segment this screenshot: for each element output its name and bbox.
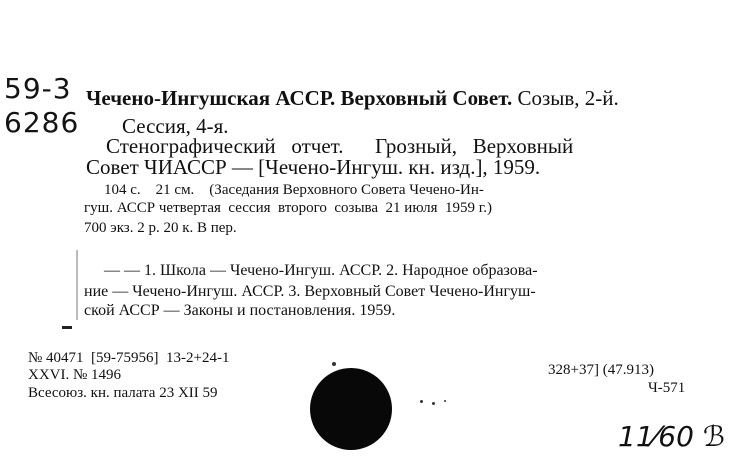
- subjects-line-1: — — 1. Школа — Чечено-Ингуш. АССР. 2. Народное образова-: [104, 262, 538, 279]
- title-heading-rest: Созыв, 2-й.: [517, 86, 619, 110]
- speck: [432, 402, 435, 405]
- footer-registration: № 40471 [59-75956] 13-2+24-1: [28, 350, 230, 366]
- margin-mark: [76, 250, 78, 320]
- handwritten-call-number-top: 59-3: [4, 72, 72, 105]
- subjects-line-2: ние — Чечено-Ингуш. АССР. 3. Верховный Совет Чечено-Ингуш-: [84, 283, 536, 300]
- subjects-line-3: ской АССР — Законы и постановления. 1959.: [84, 302, 396, 319]
- footer-chamber: Всесоюз. кн. палата 23 XII 59: [28, 385, 218, 401]
- title-line-4: Совет ЧИАССР — [Чечено-Ингуш. кн. изд.], 1959.: [86, 155, 541, 179]
- physical-line-2: гуш. АССР четвертая сессия второго созыва 21 июля 1959 г.): [84, 200, 493, 216]
- speck: [444, 400, 446, 402]
- title-heading: Чечено-Ингушская АССР. Верховный Совет.: [86, 86, 513, 110]
- physical-line-3: 700 экз. 2 р. 20 к. В пер.: [84, 220, 237, 236]
- title-line-3: Стенографический отчет. Грозный, Верховный: [106, 134, 574, 158]
- speck: [420, 400, 423, 403]
- footer-volume: XXVI. № 1496: [28, 367, 122, 383]
- physical-line-1: 104 с. 21 см. (Заседания Верховного Совета Чечено-Ин-: [104, 182, 484, 198]
- speck: [332, 362, 336, 366]
- handwritten-call-number-bottom: 6286: [4, 106, 80, 139]
- punch-hole: [310, 368, 392, 450]
- handwritten-note: 11⁄60 ℬ: [618, 420, 725, 453]
- title-line-2: Сессия, 4-я.: [122, 114, 229, 138]
- margin-mark: [62, 326, 72, 329]
- footer-catalog-code: Ч-571: [648, 380, 686, 396]
- footer-price-code: 328+37] (47.913): [548, 362, 654, 378]
- title-line-1: [86, 86, 619, 111]
